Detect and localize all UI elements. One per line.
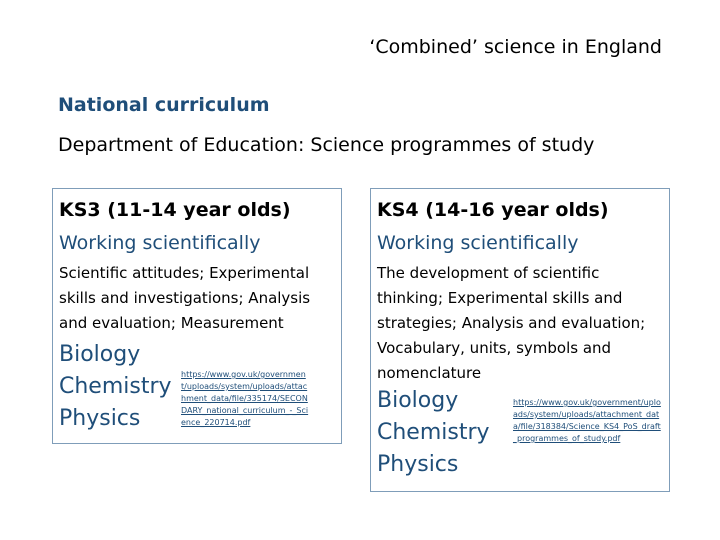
slide-title: ‘Combined’ science in England <box>369 36 662 58</box>
ks3-subheading: Working scientifically <box>59 232 261 254</box>
ks4-body: The development of scientific thinking; Experimental skills and strategies; Analysis and evaluation; Vocabulary, units, symbols and nomenclature <box>377 264 646 382</box>
ks3-subject-physics: Physics <box>59 406 141 431</box>
ks3-box <box>52 188 342 444</box>
ks4-subject-physics: Physics <box>377 452 459 477</box>
ks3-subject-chemistry: Chemistry <box>59 374 172 399</box>
section-subtitle: National curriculum <box>58 94 270 116</box>
ks3-subjects <box>59 339 172 435</box>
ks4-subheading: Working scientifically <box>377 232 579 254</box>
ks4-subject-chemistry: Chemistry <box>377 420 490 445</box>
ks3-curriculum-link[interactable]: https://www.gov.uk/government/uploads/system/uploads/attachment_data/file/335174/SECONDARY_national_curriculum_-_Science_220714.pdf <box>181 370 309 427</box>
ks4-subject-biology: Biology <box>377 388 459 413</box>
ks3-subject-biology: Biology <box>59 342 141 367</box>
ks4-heading: KS4 (14-16 year olds) <box>377 199 609 221</box>
ks3-body: Scientific attitudes; Experimental skills and investigations; Analysis and evaluation; Measurement <box>59 264 311 332</box>
ks3-heading: KS3 (11-14 year olds) <box>59 199 291 221</box>
ks4-box <box>370 188 670 492</box>
department-line: Department of Education: Science programmes of study <box>58 134 595 156</box>
ks4-curriculum-link[interactable]: https://www.gov.uk/government/uploads/system/uploads/attachment_data/file/318384/Science_KS4_PoS_draft_programmes_of_study.pdf <box>513 398 661 443</box>
ks4-subjects <box>377 385 490 481</box>
